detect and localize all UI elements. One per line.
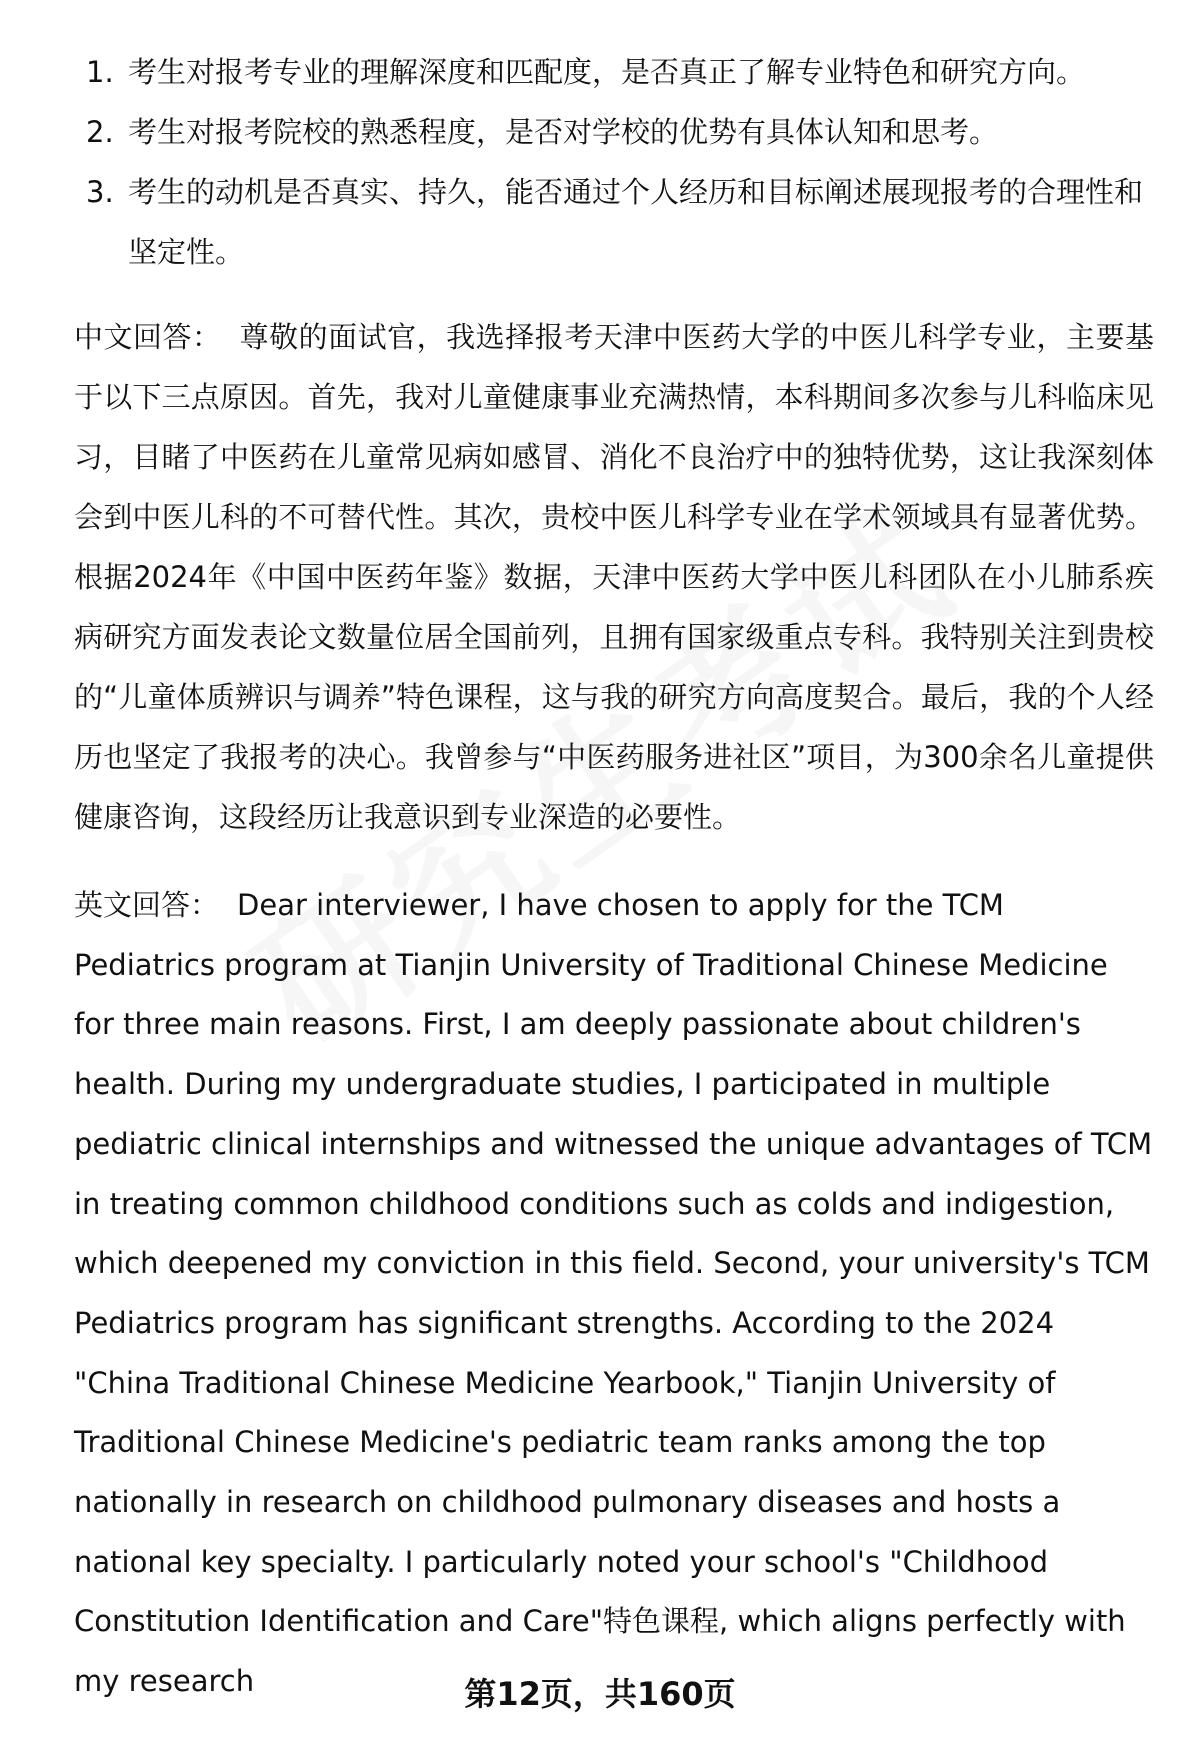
list-item <box>74 162 1144 282</box>
list-number: 2. <box>86 115 114 149</box>
list-item <box>74 102 1144 162</box>
list-text: 考生对报考专业的理解深度和匹配度，是否真正了解专业特色和研究方向。 <box>128 55 1086 89</box>
english-answer-label: 英文回答： <box>74 888 220 922</box>
criteria-list <box>74 42 1144 282</box>
english-answer-text: Dear interviewer, I have chosen to apply for the TCM Pediatrics program at Tianjin University of Traditional Chinese Medicine for three main reasons. First, I am deeply passionate about children's health. During my undergraduate studies, I participated in multiple pediatric clinical internships and witnessed the unique advantages of TCM in treating common childhood conditions such as colds and indigestion, which deepened my conviction in this field. Second, your university's TCM Pediatrics program has significant strengths. According to the 2024 "China Traditional Chinese Medicine Yearbook," Tianjin University of Traditional Chinese Medicine's pediatric team ranks among the top nationally in research on childhood pulmonary diseases and hosts a national key specialty. I particularly noted your school's "Childhood Constitution Identification and Care"特色课程, which aligns perfectly with my research <box>74 888 1153 1699</box>
list-number: 3. <box>86 175 114 209</box>
chinese-answer-paragraph <box>74 307 1154 847</box>
list-number: 1. <box>86 55 114 89</box>
list-item <box>74 42 1144 102</box>
list-text: 考生对报考院校的熟悉程度，是否对学校的优势有具体认知和思考。 <box>128 115 999 149</box>
list-text: 考生的动机是否真实、持久，能否通过个人经历和目标阐述展现报考的合理性和坚定性。 <box>128 175 1144 269</box>
chinese-answer-text: 尊敬的面试官，我选择报考天津中医药大学的中医儿科学专业，主要基于以下三点原因。首先，我对儿童健康事业充满热情，本科期间多次参与儿科临床见习，目睹了中医药在儿童常见病如感冒、消化不良治疗中的独特优势，这让我深刻体会到中医儿科的不可替代性。其次，贵校中医儿科学专业在学术领域具有显著优势。根据2024年《中国中医药年鉴》数据，天津中医药大学中医儿科团队在小儿肺系疾病研究方面发表论文数量位居全国前列，且拥有国家级重点专科。我特别关注到贵校的“儿童体质辨识与调养”特色课程，这与我的研究方向高度契合。最后，我的个人经历也坚定了我报考的决心。我曾参与“中医药服务进社区”项目，为300余名儿童提供健康咨询，这段经历让我意识到专业深造的必要性。 <box>74 320 1154 834</box>
page-number-footer: 第12页，共160页 <box>464 1675 736 1713</box>
english-answer-paragraph <box>74 876 1154 1712</box>
chinese-answer-label: 中文回答： <box>74 320 222 354</box>
